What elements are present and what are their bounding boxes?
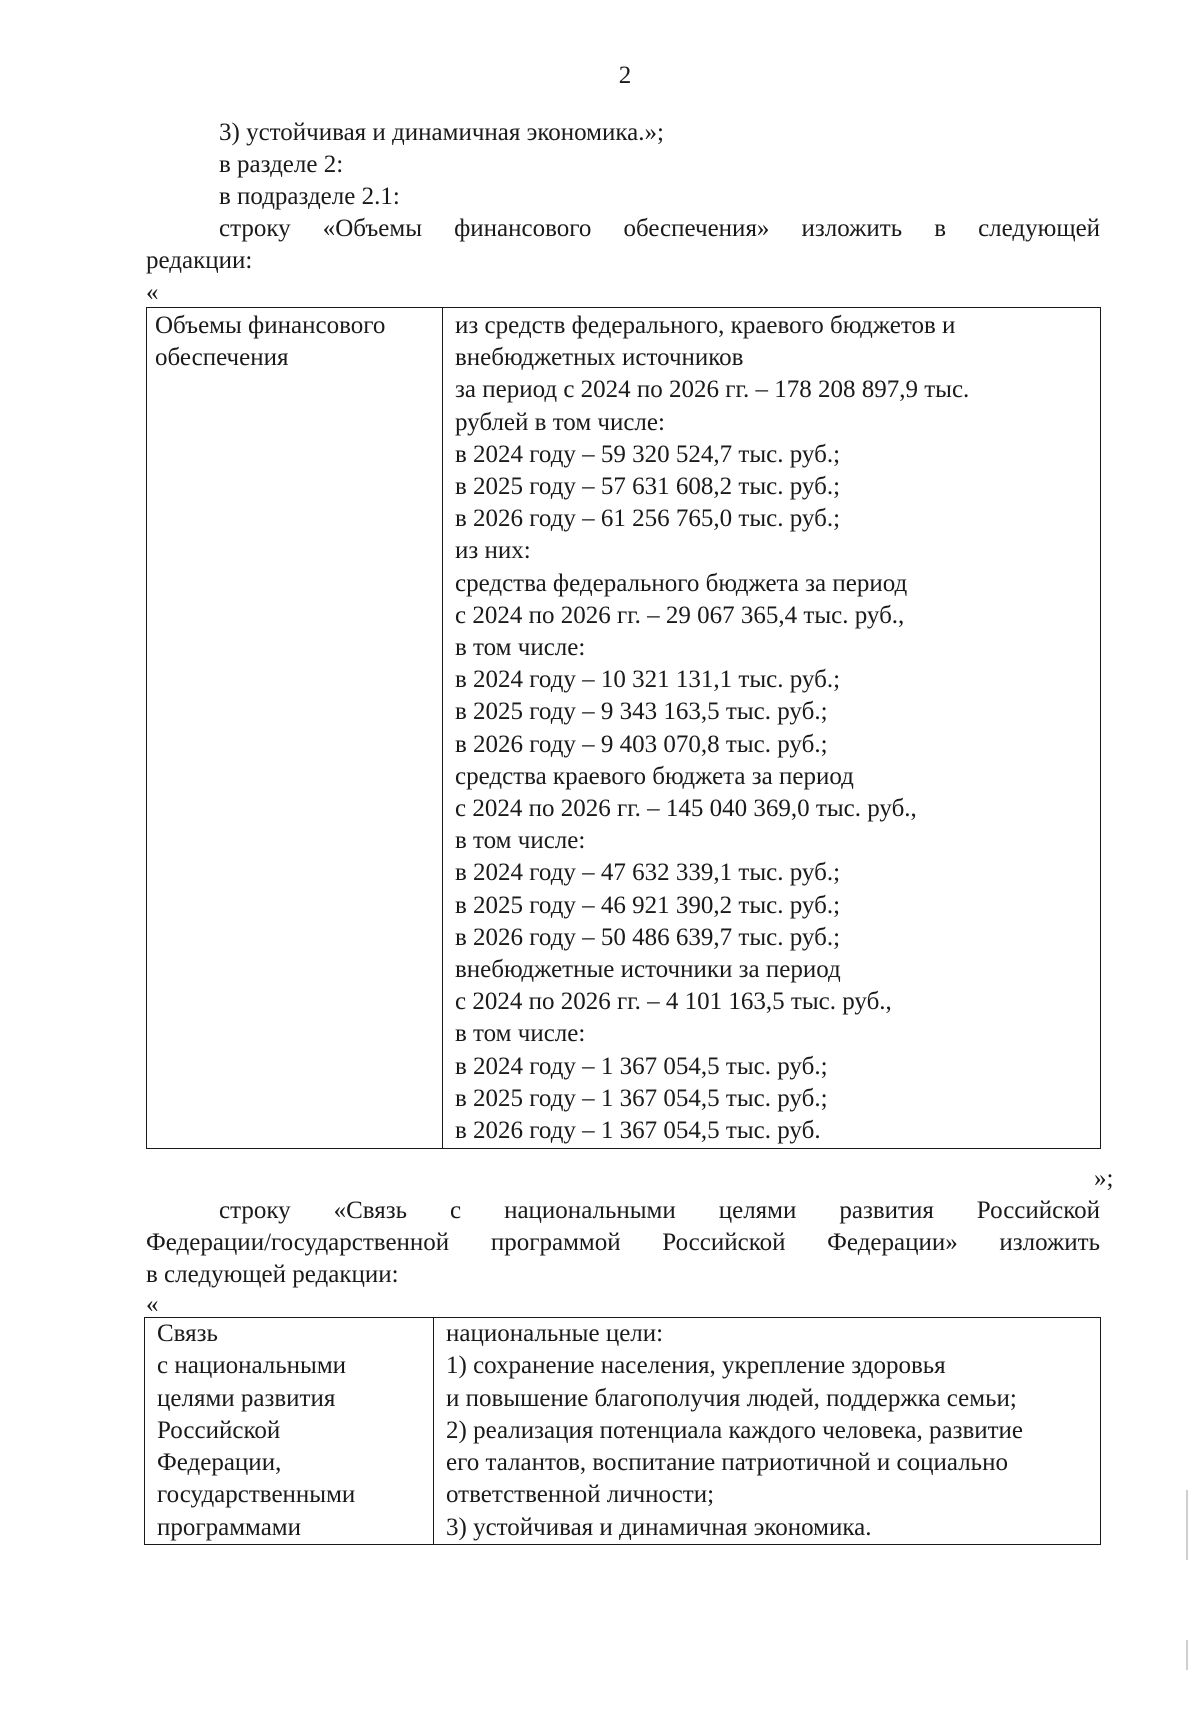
word: с (450, 1197, 462, 1224)
label-line: государственными (157, 1481, 356, 1509)
paragraph-finance-intro (219, 213, 1100, 245)
goals-value-cell (434, 1318, 1101, 1545)
word: «Связь (333, 1197, 408, 1224)
value-line: в 2025 году – 1 367 054,5 тыс. руб.; (455, 1084, 828, 1112)
paragraph-section-2: в разделе 2: (219, 151, 344, 178)
value-line: внебюджетные источники за период (455, 956, 841, 984)
word: строку (219, 1197, 291, 1224)
word: изложить (801, 215, 903, 242)
value-line: из средств федерального, краевого бюджетов и (455, 312, 956, 339)
value-line: 2) реализация потенциала каждого человека, развитие (446, 1416, 1024, 1444)
value-line: в 2024 году – 47 632 339,1 тыс. руб.; (455, 859, 841, 887)
paragraph-subsection-2-1: в подразделе 2.1: (219, 183, 400, 210)
value-line: в 2026 году – 50 486 639,7 тыс. руб.; (455, 923, 841, 951)
value-line: рублей в том числе: (455, 408, 665, 436)
scan-edge-mark (1186, 1640, 1188, 1670)
label-line: целями развития (157, 1384, 336, 1412)
word: развития (839, 1197, 934, 1224)
finance-value-cell (443, 308, 1101, 1149)
value-line: его талантов, воспитание патриотичной и социально (446, 1449, 1008, 1477)
scan-edge-mark (1186, 1490, 1188, 1560)
value-line: национальные цели: (446, 1320, 664, 1347)
value-line: в 2026 году – 9 403 070,8 тыс. руб.; (455, 730, 828, 758)
label-line: программами (157, 1513, 301, 1541)
value-line: в 2024 году – 10 321 131,1 тыс. руб.; (455, 666, 841, 694)
paragraph-finance-intro-cont: редакции: (146, 247, 253, 274)
paragraph-goals-intro-line2 (146, 1227, 1100, 1259)
word: программой (490, 1229, 621, 1256)
label-line: обеспечения (155, 344, 289, 371)
paragraph-goals-intro-cont: в следующей редакции: (146, 1261, 399, 1288)
word: Российской (662, 1229, 786, 1256)
quote-open-1: « (146, 279, 159, 306)
value-line: средства краевого бюджета за период (455, 762, 854, 790)
value-line: с 2024 по 2026 гг. – 145 040 369,0 тыс. руб., (455, 795, 917, 823)
value-line: из них: (455, 537, 531, 565)
word: финансового (454, 215, 592, 242)
value-line: за период с 2024 по 2026 гг. – 178 208 897,9 тыс. (455, 376, 970, 404)
page-number: 2 (618, 62, 632, 89)
value-line: в том числе: (455, 634, 586, 662)
value-line: 1) сохранение населения, укрепление здоровья (446, 1352, 946, 1380)
value-line: 3) устойчивая и динамичная экономика. (446, 1513, 872, 1541)
label-line: Федерации, (157, 1449, 282, 1477)
finance-table (146, 307, 1101, 1149)
value-line: в 2024 году – 1 367 054,5 тыс. руб.; (455, 1052, 828, 1080)
word: национальными (504, 1197, 676, 1224)
table-row (145, 1318, 1101, 1545)
value-line: в том числе: (455, 1020, 586, 1048)
value-line: в 2026 году – 1 367 054,5 тыс. руб. (455, 1117, 821, 1145)
label-line: Объемы финансового (155, 312, 386, 339)
value-line: с 2024 по 2026 гг. – 4 101 163,5 тыс. руб., (455, 988, 892, 1016)
value-line: в 2025 году – 46 921 390,2 тыс. руб.; (455, 891, 841, 919)
goals-table (144, 1317, 1101, 1545)
value-line: внебюджетных источников (455, 344, 744, 372)
value-line: в том числе: (455, 827, 586, 855)
label-line: Российской (157, 1416, 281, 1444)
finance-label-cell (147, 308, 443, 1149)
word: «Объемы (322, 215, 422, 242)
word: Федерации/государственной (146, 1229, 450, 1256)
value-line: с 2024 по 2026 гг. – 29 067 365,4 тыс. руб., (455, 601, 905, 629)
word: в (934, 215, 946, 242)
word: изложить (999, 1229, 1101, 1256)
table-row (147, 308, 1101, 1149)
value-line: в 2025 году – 9 343 163,5 тыс. руб.; (455, 698, 828, 726)
quote-open-2: « (146, 1291, 159, 1318)
value-line: ответственной личности; (446, 1481, 715, 1509)
paragraph-goals-intro (219, 1195, 1100, 1227)
value-line: средства федерального бюджета за период (455, 569, 908, 597)
goals-label-cell (145, 1318, 434, 1545)
label-line: Связь (157, 1320, 218, 1347)
value-line: в 2026 году – 61 256 765,0 тыс. руб.; (455, 505, 841, 533)
word: строку (219, 215, 291, 242)
value-line: и повышение благополучия людей, поддержка семьи; (446, 1384, 1017, 1412)
word: Российской (976, 1197, 1101, 1224)
word: обеспечения» (623, 215, 770, 242)
word: следующей (978, 215, 1101, 242)
value-line: в 2025 году – 57 631 608,2 тыс. руб.; (455, 473, 841, 501)
paragraph-item-3: 3) устойчивая и динамичная экономика.»; (219, 119, 664, 146)
label-line: с национальными (157, 1352, 347, 1380)
word: целями (718, 1197, 797, 1224)
quote-close-1: »; (1094, 1165, 1114, 1192)
word: Федерации» (827, 1229, 958, 1256)
value-line: в 2024 году – 59 320 524,7 тыс. руб.; (455, 440, 841, 468)
